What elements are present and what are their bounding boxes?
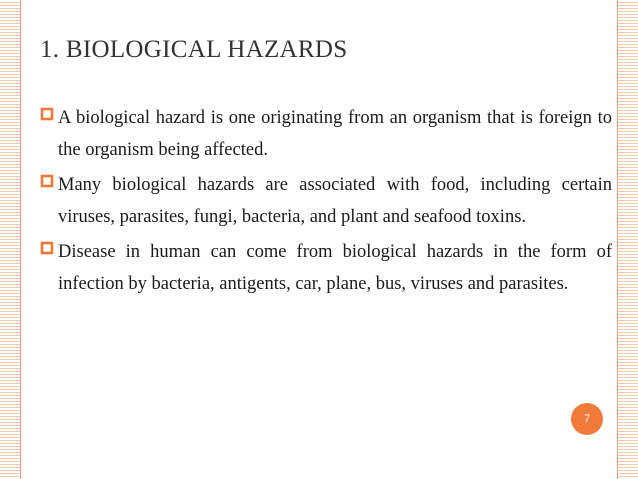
bullet-item [40,170,612,233]
square-bullet-icon [40,107,54,121]
left-decorative-border [0,0,21,479]
square-bullet-icon [40,241,54,255]
bullet-item [40,237,612,300]
slide-title: 1. BIOLOGICAL HAZARDS [40,36,348,63]
page-number-badge: 7 [571,403,603,435]
bullet-text: A biological hazard is one originating from an organism that is foreign to the organism being affected. [58,108,612,160]
bullet-text: Disease in human can come from biological hazards in the form of infection by bacteria, antigents, car, plane, bus, viruses and parasites. [58,242,612,294]
bullet-item [40,103,612,166]
square-bullet-icon [40,174,54,188]
right-decorative-border [617,0,638,479]
bullet-text: Many biological hazards are associated with food, including certain viruses, parasites, fungi, bacteria, and plant and seafood toxins. [58,175,612,227]
bullet-list [40,109,612,310]
